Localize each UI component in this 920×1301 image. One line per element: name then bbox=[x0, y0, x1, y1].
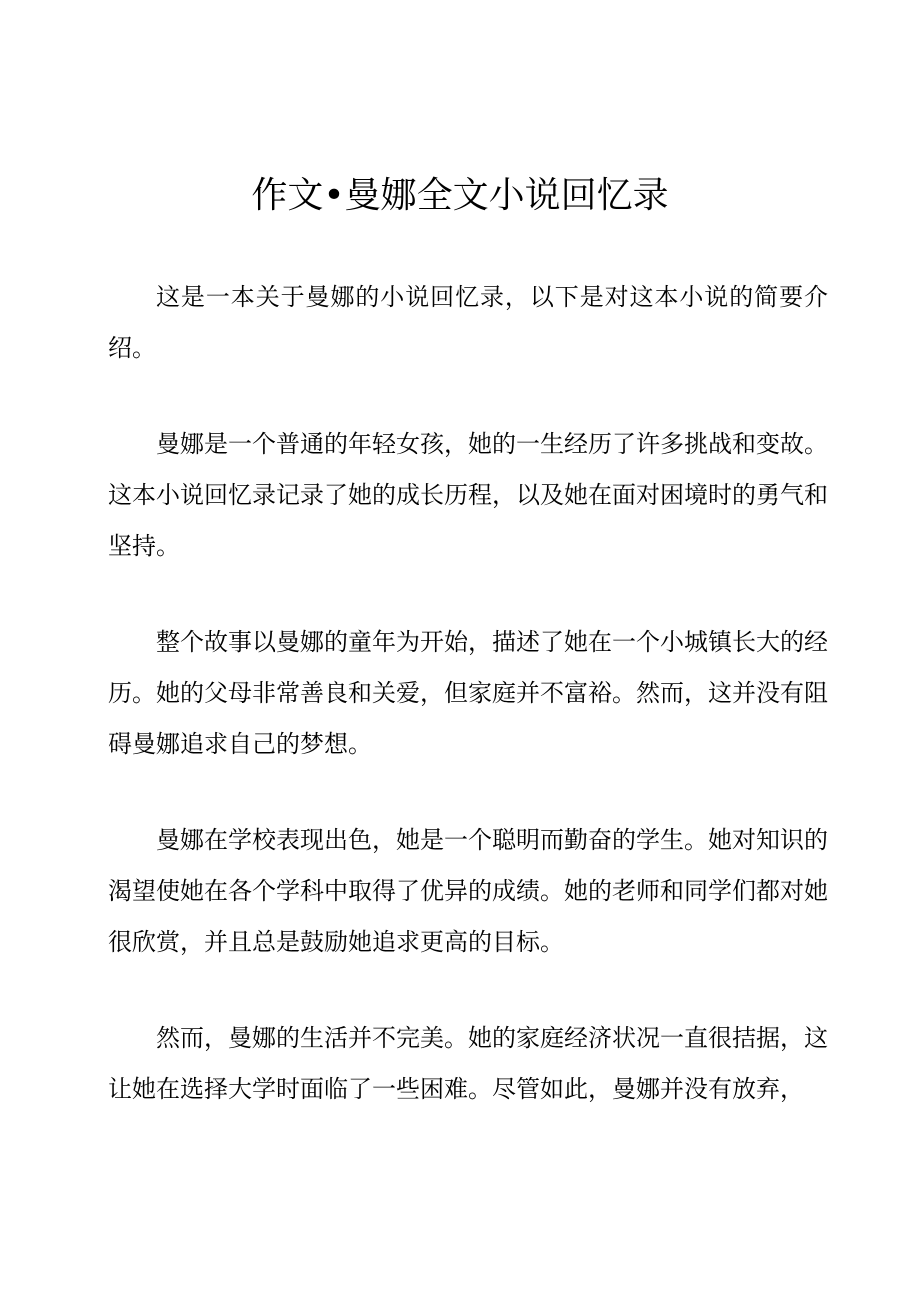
paragraph-5: 然而，曼娜的生活并不完美。她的家庭经济状况一直很拮据，这让她在选择大学时面临了一些困难。尽管如此，曼娜并没有放弃， bbox=[108, 1024, 828, 1103]
document-body bbox=[108, 272, 828, 1160]
paragraph-2: 曼娜是一个普通的年轻女孩，她的一生经历了许多挑战和变故。这本小说回忆录记录了她的成长历程，以及她在面对困境时的勇气和坚持。 bbox=[108, 430, 828, 560]
paragraph-3: 整个故事以曼娜的童年为开始，描述了她在一个小城镇长大的经历。她的父母非常善良和关爱，但家庭并不富裕。然而，这并没有阻碍曼娜追求自己的梦想。 bbox=[108, 628, 828, 758]
paragraph-4: 曼娜在学校表现出色，她是一个聪明而勤奋的学生。她对知识的渴望使她在各个学科中取得了优异的成绩。她的老师和同学们都对她很欣赏，并且总是鼓励她追求更高的目标。 bbox=[108, 826, 828, 956]
document-title: 作文•曼娜全文小说回忆录 bbox=[251, 175, 669, 216]
paragraph-1: 这是一本关于曼娜的小说回忆录，以下是对这本小说的简要介绍。 bbox=[108, 283, 828, 362]
